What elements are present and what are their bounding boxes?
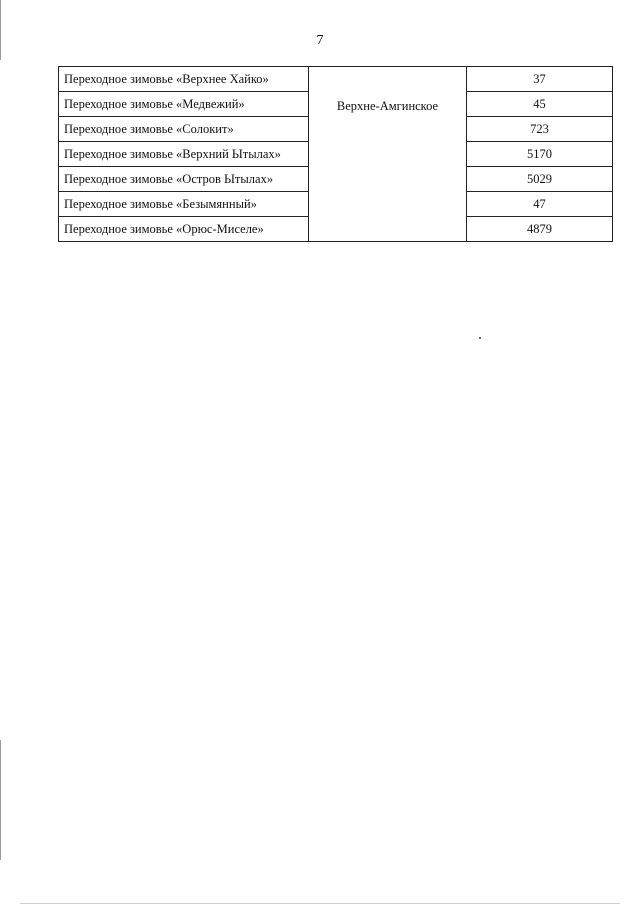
- value-cell: 47: [467, 192, 613, 217]
- value-cell: 723: [467, 117, 613, 142]
- value-cell: 5029: [467, 167, 613, 192]
- winter-huts-table: [58, 66, 613, 242]
- hut-name-cell: Переходное зимовье «Медвежий»: [59, 92, 309, 117]
- hut-name-cell: Переходное зимовье «Верхний Ытылах»: [59, 142, 309, 167]
- value-cell: 4879: [467, 217, 613, 242]
- area-cell: [309, 67, 467, 242]
- value-cell: 45: [467, 92, 613, 117]
- value-cell: 5170: [467, 142, 613, 167]
- scan-edge-mark: [0, 0, 1, 60]
- hut-name-cell: Переходное зимовье «Верхнее Хайко»: [59, 67, 309, 92]
- table-row: [59, 67, 613, 92]
- scan-edge-mark: [0, 740, 1, 860]
- scan-edge-mark: [20, 903, 620, 904]
- page-number: 7: [316, 33, 324, 48]
- hut-name-cell: Переходное зимовье «Безымянный»: [59, 192, 309, 217]
- hut-name-cell: Переходное зимовье «Орюс-Миселе»: [59, 217, 309, 242]
- hut-name-cell: Переходное зимовье «Солокит»: [59, 117, 309, 142]
- area-label: Верхне-Амгинское: [336, 99, 439, 113]
- scan-speck: [479, 337, 481, 339]
- hut-name-cell: Переходное зимовье «Остров Ытылах»: [59, 167, 309, 192]
- value-cell: 37: [467, 67, 613, 92]
